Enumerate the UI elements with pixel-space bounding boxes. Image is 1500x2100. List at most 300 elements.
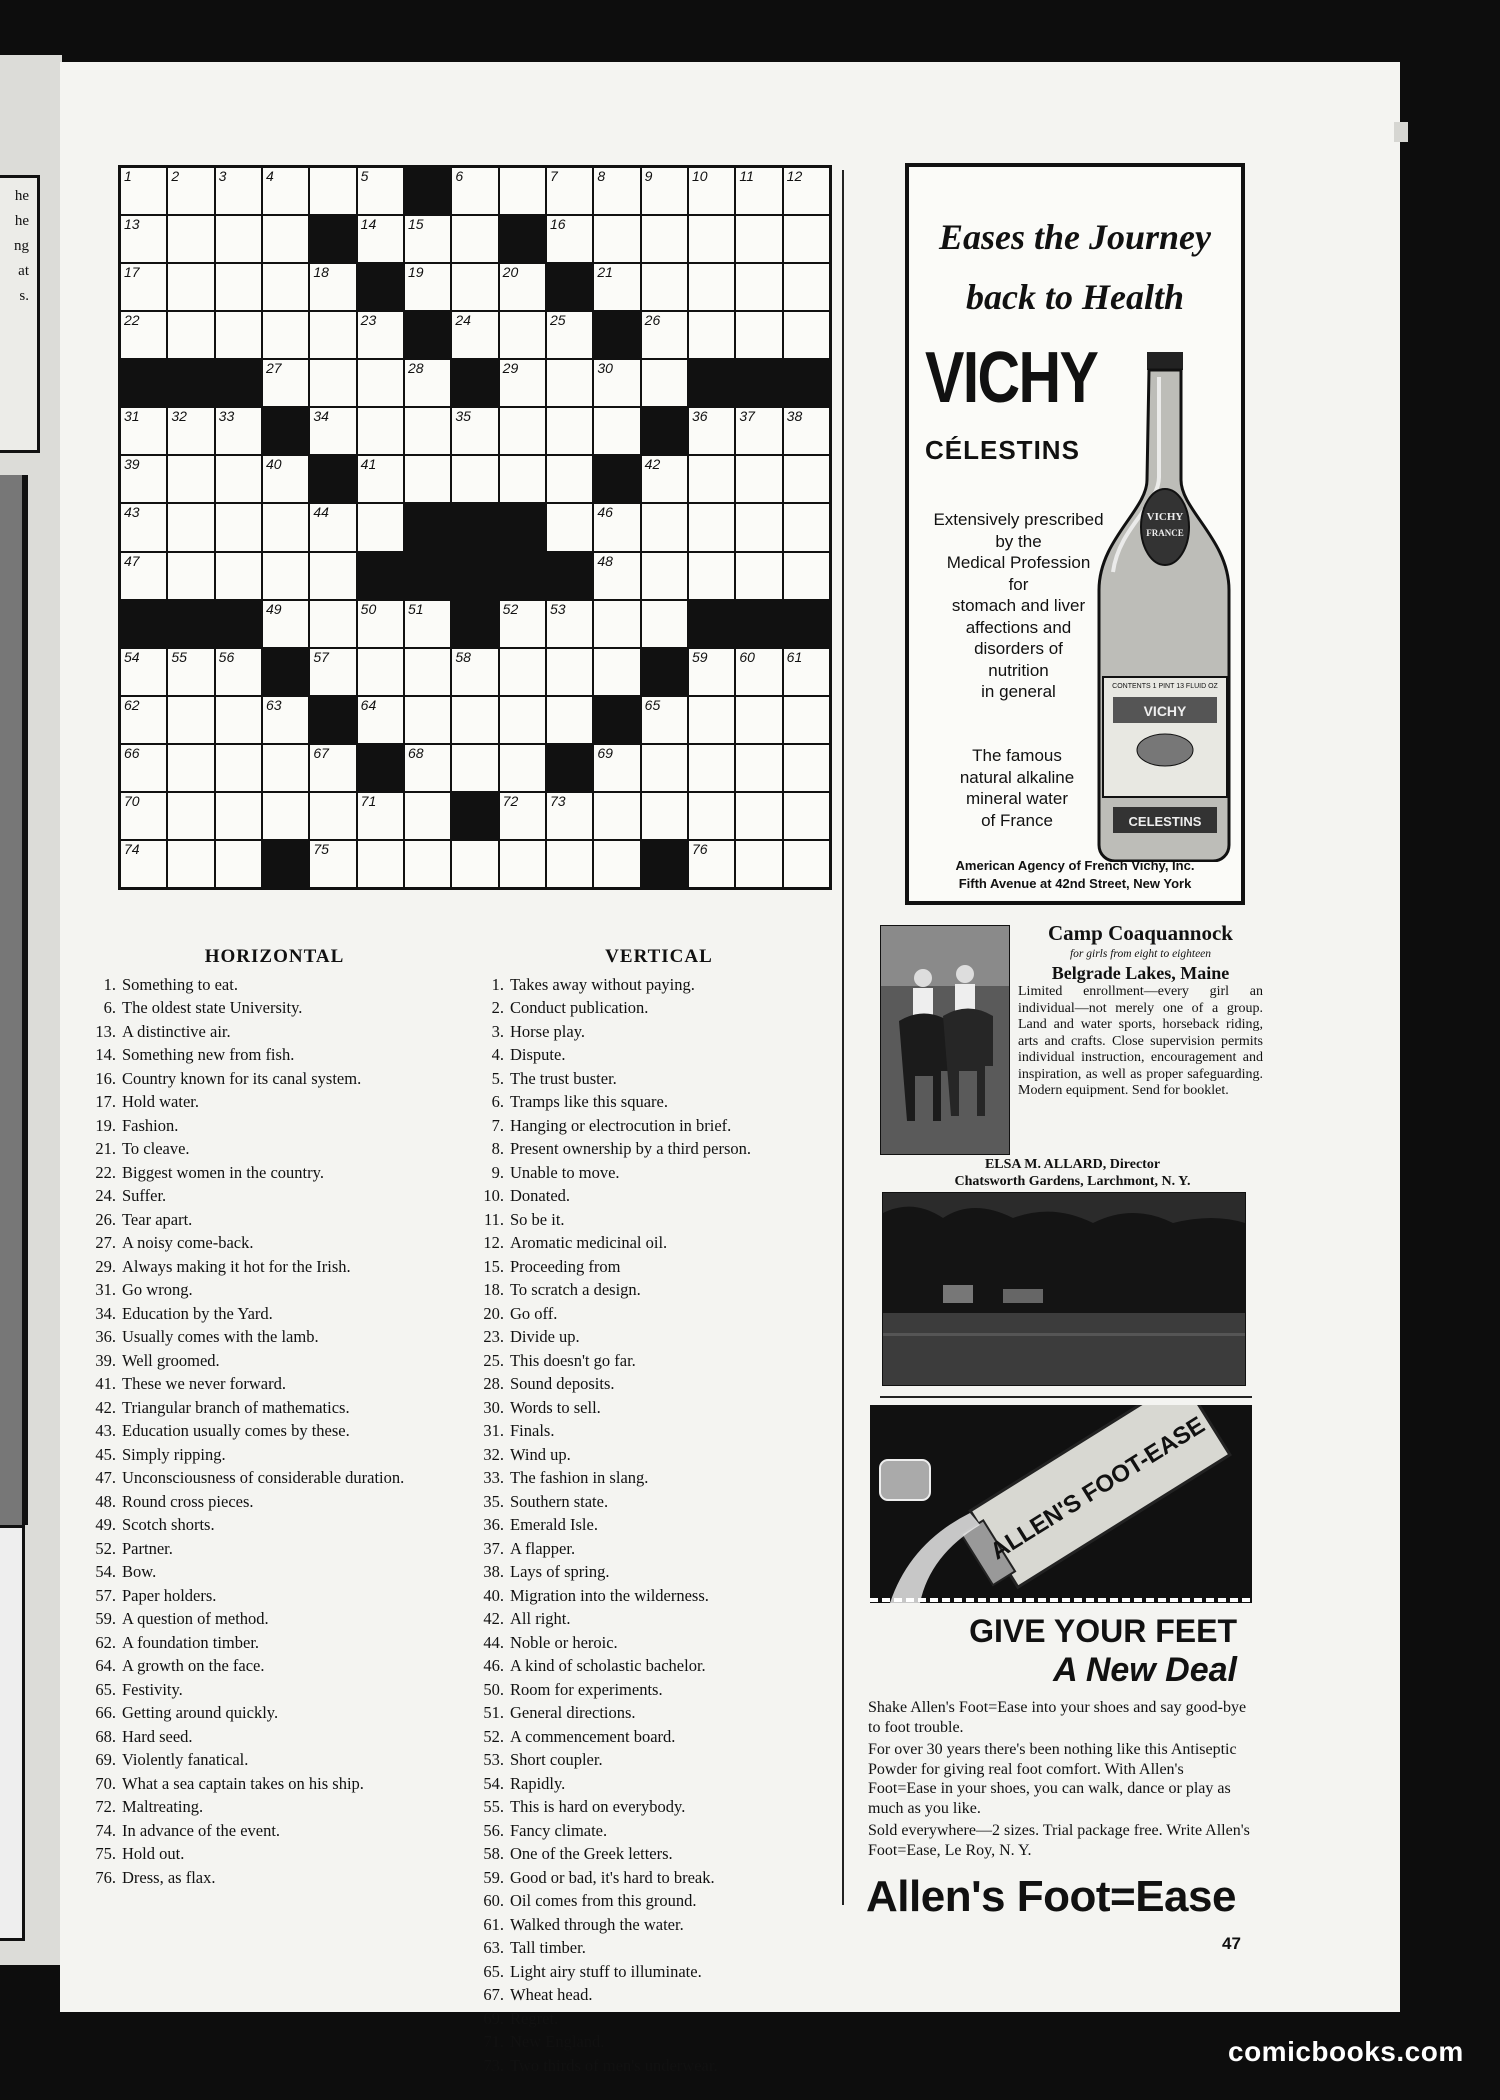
crossword-cell[interactable] [263,216,308,262]
clue-text: Triangular branch of mathematics. [122,1397,350,1417]
clue-item [470,1325,848,1349]
clue-item [470,1255,848,1279]
crossword-cell[interactable] [689,745,734,791]
crossword-cell[interactable] [405,697,450,743]
vichy-description-2 [927,745,1107,831]
vertical-clue-list [470,973,848,2078]
crossword-cell[interactable] [736,745,781,791]
clue-number: 42. [95,1397,116,1417]
clue-text: General directions. [510,1703,636,1722]
crossword-cell[interactable] [736,841,781,887]
crossword-cell-number: 74 [124,840,140,857]
crossword-cell[interactable] [405,456,450,502]
clue-text: Paper holders. [122,1585,217,1605]
crossword-cell[interactable] [263,264,308,310]
crossword-cell[interactable] [263,553,308,599]
clue-number: 46. [483,1656,504,1675]
crossword-cell[interactable] [168,553,213,599]
clue-item [82,996,467,1020]
crossword-cell[interactable] [452,745,497,791]
horizontal-clue-list [82,973,467,1890]
clue-item [470,1067,848,1091]
vichy-headline [909,207,1241,327]
crossword-cell[interactable] [784,456,829,502]
crossword-cell[interactable] [310,649,355,695]
crossword-cell-number: 50 [360,600,377,617]
camp-lake-photo [882,1192,1246,1386]
clue-text: Festivity. [122,1679,183,1699]
crossword-cell[interactable] [547,697,592,743]
crossword-cell[interactable] [168,841,213,887]
page-number: 47 [1222,1934,1241,1953]
clue-item [82,1466,467,1490]
clue-text: Round cross pieces. [122,1491,254,1511]
crossword-cell-number: 63 [265,696,282,713]
adjacent-page-fragment: he [14,188,29,204]
crossword-cell[interactable] [500,456,545,502]
crossword-cell[interactable] [642,504,687,550]
crossword-cell[interactable] [642,553,687,599]
crossword-cell[interactable] [121,745,166,791]
crossword-cell[interactable] [216,216,261,262]
crossword-cell[interactable] [168,745,213,791]
crossword-cell-number: 36 [691,408,708,425]
crossword-cell[interactable] [594,649,639,695]
crossword-black-square [547,264,592,310]
clue-text: Present ownership by a third person. [510,1139,752,1158]
clue-text: Takes away without paying. [510,974,695,994]
crossword-cell[interactable] [216,312,261,358]
crossword-cell[interactable] [452,264,497,310]
crossword-black-square [452,360,497,406]
crossword-cell[interactable] [784,793,829,839]
crossword-cell[interactable] [594,601,639,647]
clue-item [82,1725,467,1749]
crossword-cell[interactable] [547,360,592,406]
crossword-cell[interactable] [784,697,829,743]
crossword-cell[interactable] [452,697,497,743]
clue-number: 29. [95,1256,116,1276]
crossword-black-square [547,745,592,791]
crossword-cell[interactable] [168,264,213,310]
crossword-cell-number: 52 [502,600,519,617]
crossword-cell[interactable] [168,312,213,358]
crossword-cell-number: 14 [360,216,377,233]
clue-text: Words to sell. [510,1397,601,1417]
crossword-cell[interactable] [263,601,308,647]
crossword-cell[interactable] [642,312,687,358]
clue-number: 16. [95,1068,116,1088]
crossword-cell[interactable] [452,456,497,502]
crossword-cell-number: 2 [171,168,180,184]
crossword-cell[interactable] [594,553,639,599]
crossword-cell[interactable] [310,841,355,887]
crossword-black-square [452,601,497,647]
crossword-cell[interactable] [405,408,450,454]
crossword-cell[interactable] [594,504,639,550]
crossword-cell[interactable] [168,504,213,550]
crossword-cell[interactable] [405,841,450,887]
crossword-cell[interactable] [452,841,497,887]
crossword-cell[interactable] [547,456,592,502]
crossword-cell[interactable] [405,745,450,791]
allens-powder-can-image [870,1405,1252,1603]
crossword-cell[interactable] [216,264,261,310]
crossword-cell[interactable] [642,793,687,839]
clue-text: Education usually comes by these. [122,1421,350,1440]
crossword-cell[interactable] [452,216,497,262]
crossword-cell[interactable] [500,793,545,839]
crossword-cell[interactable] [121,504,166,550]
crossword-cell[interactable] [784,841,829,887]
crossword-cell[interactable] [216,504,261,550]
crossword-cell[interactable] [310,168,355,214]
allens-headline [875,1612,1245,1690]
clue-text: Suffer. [122,1186,167,1205]
vichy-description-line: Medical Profession [946,553,1091,572]
crossword-cell[interactable] [547,312,592,358]
horizontal-heading: HORIZONTAL [204,946,345,967]
crossword-cell[interactable] [547,168,592,214]
crossword-cell[interactable] [358,408,403,454]
crossword-cell[interactable] [547,504,592,550]
crossword-cell[interactable] [310,745,355,791]
crossword-cell[interactable] [689,697,734,743]
clue-text: Dress, as flax. [122,1867,216,1887]
crossword-cell[interactable] [452,408,497,454]
crossword-cell[interactable] [547,216,592,262]
camp-name: Camp Coaquannock [1048,921,1233,945]
clue-text: Simply ripping. [122,1444,226,1464]
crossword-cell[interactable] [500,697,545,743]
crossword-cell[interactable] [216,793,261,839]
allens-paragraph: Sold everywhere—2 sizes. Trial package free. Write Allen's Foot=Ease, Le Roy, N. Y. [868,1822,1250,1859]
crossword-cell[interactable] [642,601,687,647]
clue-item [82,1325,467,1349]
crossword-cell[interactable] [168,456,213,502]
crossword-cell[interactable] [736,697,781,743]
clue-number: 35. [483,1491,504,1511]
vichy-headline-line: back to Health [966,277,1184,317]
clue-item [470,1654,848,1678]
crossword-cell[interactable] [310,601,355,647]
clue-number: 25. [483,1350,504,1370]
clue-text: Short coupler. [510,1750,603,1769]
crossword-cell[interactable] [736,264,781,310]
clue-item [470,1819,848,1843]
crossword-cell[interactable] [689,408,734,454]
crossword-cell[interactable] [121,408,166,454]
camp-location: Belgrade Lakes, Maine [1051,963,1230,983]
clue-text: Hold out. [122,1844,185,1863]
crossword-cell[interactable] [405,264,450,310]
crossword-cell[interactable] [405,649,450,695]
clue-item [470,1513,848,1537]
crossword-cell[interactable] [736,312,781,358]
crossword-black-square [689,601,734,647]
clue-item [470,1396,848,1420]
allens-paragraph: Shake Allen's Foot=Ease into your shoes and say good-bye to foot trouble. [868,1699,1247,1736]
crossword-black-square [358,745,403,791]
crossword-cell[interactable] [358,697,403,743]
crossword-cell[interactable] [500,649,545,695]
clue-text: Something new from fish. [122,1045,295,1064]
clue-text: Tear apart. [122,1209,193,1229]
crossword-black-square [121,601,166,647]
crossword-cell[interactable] [405,601,450,647]
crossword-cell[interactable] [452,312,497,358]
crossword-cell[interactable] [500,264,545,310]
crossword-cell-number: 18 [313,264,329,281]
vichy-bottle-icon [1089,352,1239,862]
crossword-cell[interactable] [784,649,829,695]
crossword-cell[interactable] [594,793,639,839]
clue-number: 7. [491,1115,504,1135]
crossword-cell[interactable] [784,745,829,791]
crossword-cell[interactable] [784,264,829,310]
clue-number: 73. [483,2055,504,2075]
crossword-cell[interactable] [594,841,639,887]
crossword-cell[interactable] [500,841,545,887]
clue-text: Scotch shorts. [122,1515,215,1534]
crossword-cell[interactable] [594,408,639,454]
crossword-cell[interactable] [689,216,734,262]
crossword-cell-number: 76 [691,840,708,857]
crossword-cell[interactable] [500,168,545,214]
crossword-cell[interactable] [121,264,166,310]
crossword-cell-number: 39 [124,456,140,473]
camp-director [880,1156,1265,1190]
crossword-cell[interactable] [216,697,261,743]
clue-text: Horse play. [510,1021,585,1041]
crossword-cell[interactable] [642,456,687,502]
crossword-cell[interactable] [736,168,781,214]
crossword-cell[interactable] [689,649,734,695]
crossword-cell[interactable] [784,216,829,262]
crossword-cell[interactable] [358,793,403,839]
crossword-cell[interactable] [547,601,592,647]
crossword-cell[interactable] [736,408,781,454]
vichy-description-line: nutrition [988,660,1049,680]
crossword-cell[interactable] [358,649,403,695]
crossword-cell[interactable] [121,841,166,887]
crossword-cell[interactable] [642,360,687,406]
crossword-cell[interactable] [358,168,403,214]
crossword-cell[interactable] [405,793,450,839]
crossword-cell-number: 24 [455,312,471,329]
crossword-cell[interactable] [168,168,213,214]
clue-item [470,1278,848,1302]
vichy-ad [905,163,1245,905]
crossword-cell[interactable] [263,745,308,791]
crossword-cell[interactable] [310,408,355,454]
crossword-cell[interactable] [121,697,166,743]
crossword-cell[interactable] [310,504,355,550]
adjacent-page-text-box [0,175,40,453]
crossword-cell[interactable] [310,264,355,310]
crossword-cell[interactable] [594,216,639,262]
crossword-cell[interactable] [642,745,687,791]
crossword-cell[interactable] [547,841,592,887]
crossword-cell[interactable] [642,168,687,214]
crossword-cell[interactable] [547,408,592,454]
crossword-cell-number: 25 [549,312,566,329]
crossword-cell[interactable] [547,793,592,839]
crossword-cell[interactable] [168,793,213,839]
crossword-cell[interactable] [689,841,734,887]
crossword-cell[interactable] [594,745,639,791]
clue-number: 41. [95,1374,116,1393]
crossword-cell[interactable] [736,649,781,695]
vichy-description-line: disorders of [974,639,1063,658]
crossword-cell[interactable] [784,553,829,599]
clue-item [470,1114,848,1138]
camp-ad [1018,920,1263,1100]
clue-item [82,1513,467,1537]
crossword-cell[interactable] [358,504,403,550]
clue-text: Aromatic medicinal oil. [510,1233,668,1252]
crossword-cell[interactable] [168,697,213,743]
crossword-cell[interactable] [121,456,166,502]
crossword-cell[interactable] [784,408,829,454]
crossword-cell[interactable] [689,504,734,550]
crossword-cell[interactable] [216,408,261,454]
clue-item [470,1208,848,1232]
crossword-cell[interactable] [689,553,734,599]
crossword-cell[interactable] [216,745,261,791]
crossword-cell-number: 10 [691,168,708,184]
crossword-cell[interactable] [689,168,734,214]
clue-item [470,1772,848,1796]
crossword-cell[interactable] [263,168,308,214]
crossword-cell[interactable] [168,649,213,695]
crossword-cell[interactable] [168,216,213,262]
crossword-cell[interactable] [358,216,403,262]
clue-text: Fancy climate. [510,1820,608,1840]
crossword-cell[interactable] [784,312,829,358]
crossword-cell[interactable] [689,793,734,839]
crossword-cell-number: 73 [549,792,566,809]
crossword-cell[interactable] [736,553,781,599]
crossword-cell[interactable] [500,601,545,647]
crossword-cell[interactable] [689,456,734,502]
clue-number: 59. [483,1867,504,1887]
crossword-cell[interactable] [405,360,450,406]
crossword-cell[interactable] [642,264,687,310]
crossword-cell-number: 13 [124,216,140,233]
crossword-cell[interactable] [358,841,403,887]
crossword-cell[interactable] [263,312,308,358]
clue-item [470,2007,848,2031]
crossword-cell-number: 68 [407,744,424,761]
crossword-cell[interactable] [263,504,308,550]
crossword-cell[interactable] [736,456,781,502]
clue-text: Two thirds of men's underwear. [510,2055,718,2075]
crossword-cell[interactable] [216,649,261,695]
crossword-black-square [263,841,308,887]
crossword-cell[interactable] [121,793,166,839]
crossword-cell[interactable] [689,312,734,358]
crossword-cell[interactable] [500,360,545,406]
crossword-cell[interactable] [310,312,355,358]
crossword-cell[interactable] [405,216,450,262]
clue-number: 12. [483,1233,504,1252]
crossword-cell[interactable] [452,168,497,214]
crossword-cell[interactable] [500,745,545,791]
crossword-cell[interactable] [736,216,781,262]
crossword-cell[interactable] [310,360,355,406]
clue-item [470,1043,848,1067]
crossword-cell[interactable] [121,168,166,214]
crossword-cell[interactable] [263,697,308,743]
crossword-cell[interactable] [121,216,166,262]
crossword-cell[interactable] [358,312,403,358]
clue-item [470,973,848,997]
crossword-cell[interactable] [500,312,545,358]
crossword-cell[interactable] [121,312,166,358]
crossword-cell[interactable] [736,793,781,839]
crossword-cell[interactable] [216,456,261,502]
crossword-cell[interactable] [263,360,308,406]
crossword-cell[interactable] [784,504,829,550]
clue-text: Go wrong. [122,1280,193,1299]
clue-item [470,1960,848,1984]
crossword-cell[interactable] [547,649,592,695]
crossword-cell[interactable] [310,553,355,599]
crossword-cell[interactable] [736,504,781,550]
crossword-cell[interactable] [168,408,213,454]
crossword-cell[interactable] [216,168,261,214]
clue-number: 14. [95,1045,116,1064]
svg-text:ALLEN'S FOOT-EASE: ALLEN'S FOOT-EASE [985,1411,1210,1566]
vichy-description-line: in general [981,682,1056,701]
crossword-cell[interactable] [263,793,308,839]
clue-text: Maltreating. [122,1797,204,1816]
crossword-cell[interactable] [310,793,355,839]
crossword-cell[interactable] [452,649,497,695]
crossword-cell[interactable] [642,697,687,743]
crossword-cell[interactable] [263,456,308,502]
crossword-cell[interactable] [216,553,261,599]
clue-number: 61. [483,1914,504,1934]
crossword-cell[interactable] [121,553,166,599]
crossword-cell[interactable] [594,360,639,406]
crossword-cell[interactable] [594,168,639,214]
crossword-cell[interactable] [358,456,403,502]
clue-item [82,1114,467,1138]
crossword-cell[interactable] [358,360,403,406]
crossword-cell[interactable] [216,841,261,887]
clue-number: 62. [95,1632,116,1652]
crossword-cell-number: 75 [313,840,329,857]
crossword-cell[interactable] [642,216,687,262]
clue-item [470,1302,848,1326]
crossword-cell[interactable] [594,264,639,310]
clue-text: To cleave. [122,1139,190,1158]
clue-text: The oldest state University. [122,998,303,1017]
crossword-cell[interactable] [784,168,829,214]
crossword-cell[interactable] [121,649,166,695]
clue-item [82,1349,467,1373]
clue-item [82,1701,467,1725]
crossword-cell[interactable] [500,408,545,454]
crossword-cell-number: 71 [360,792,377,809]
clue-item [82,1654,467,1678]
clue-text: This is hard on everybody. [510,1797,686,1816]
clue-item [470,1443,848,1467]
crossword-cell[interactable] [689,264,734,310]
crossword-cell[interactable] [358,601,403,647]
